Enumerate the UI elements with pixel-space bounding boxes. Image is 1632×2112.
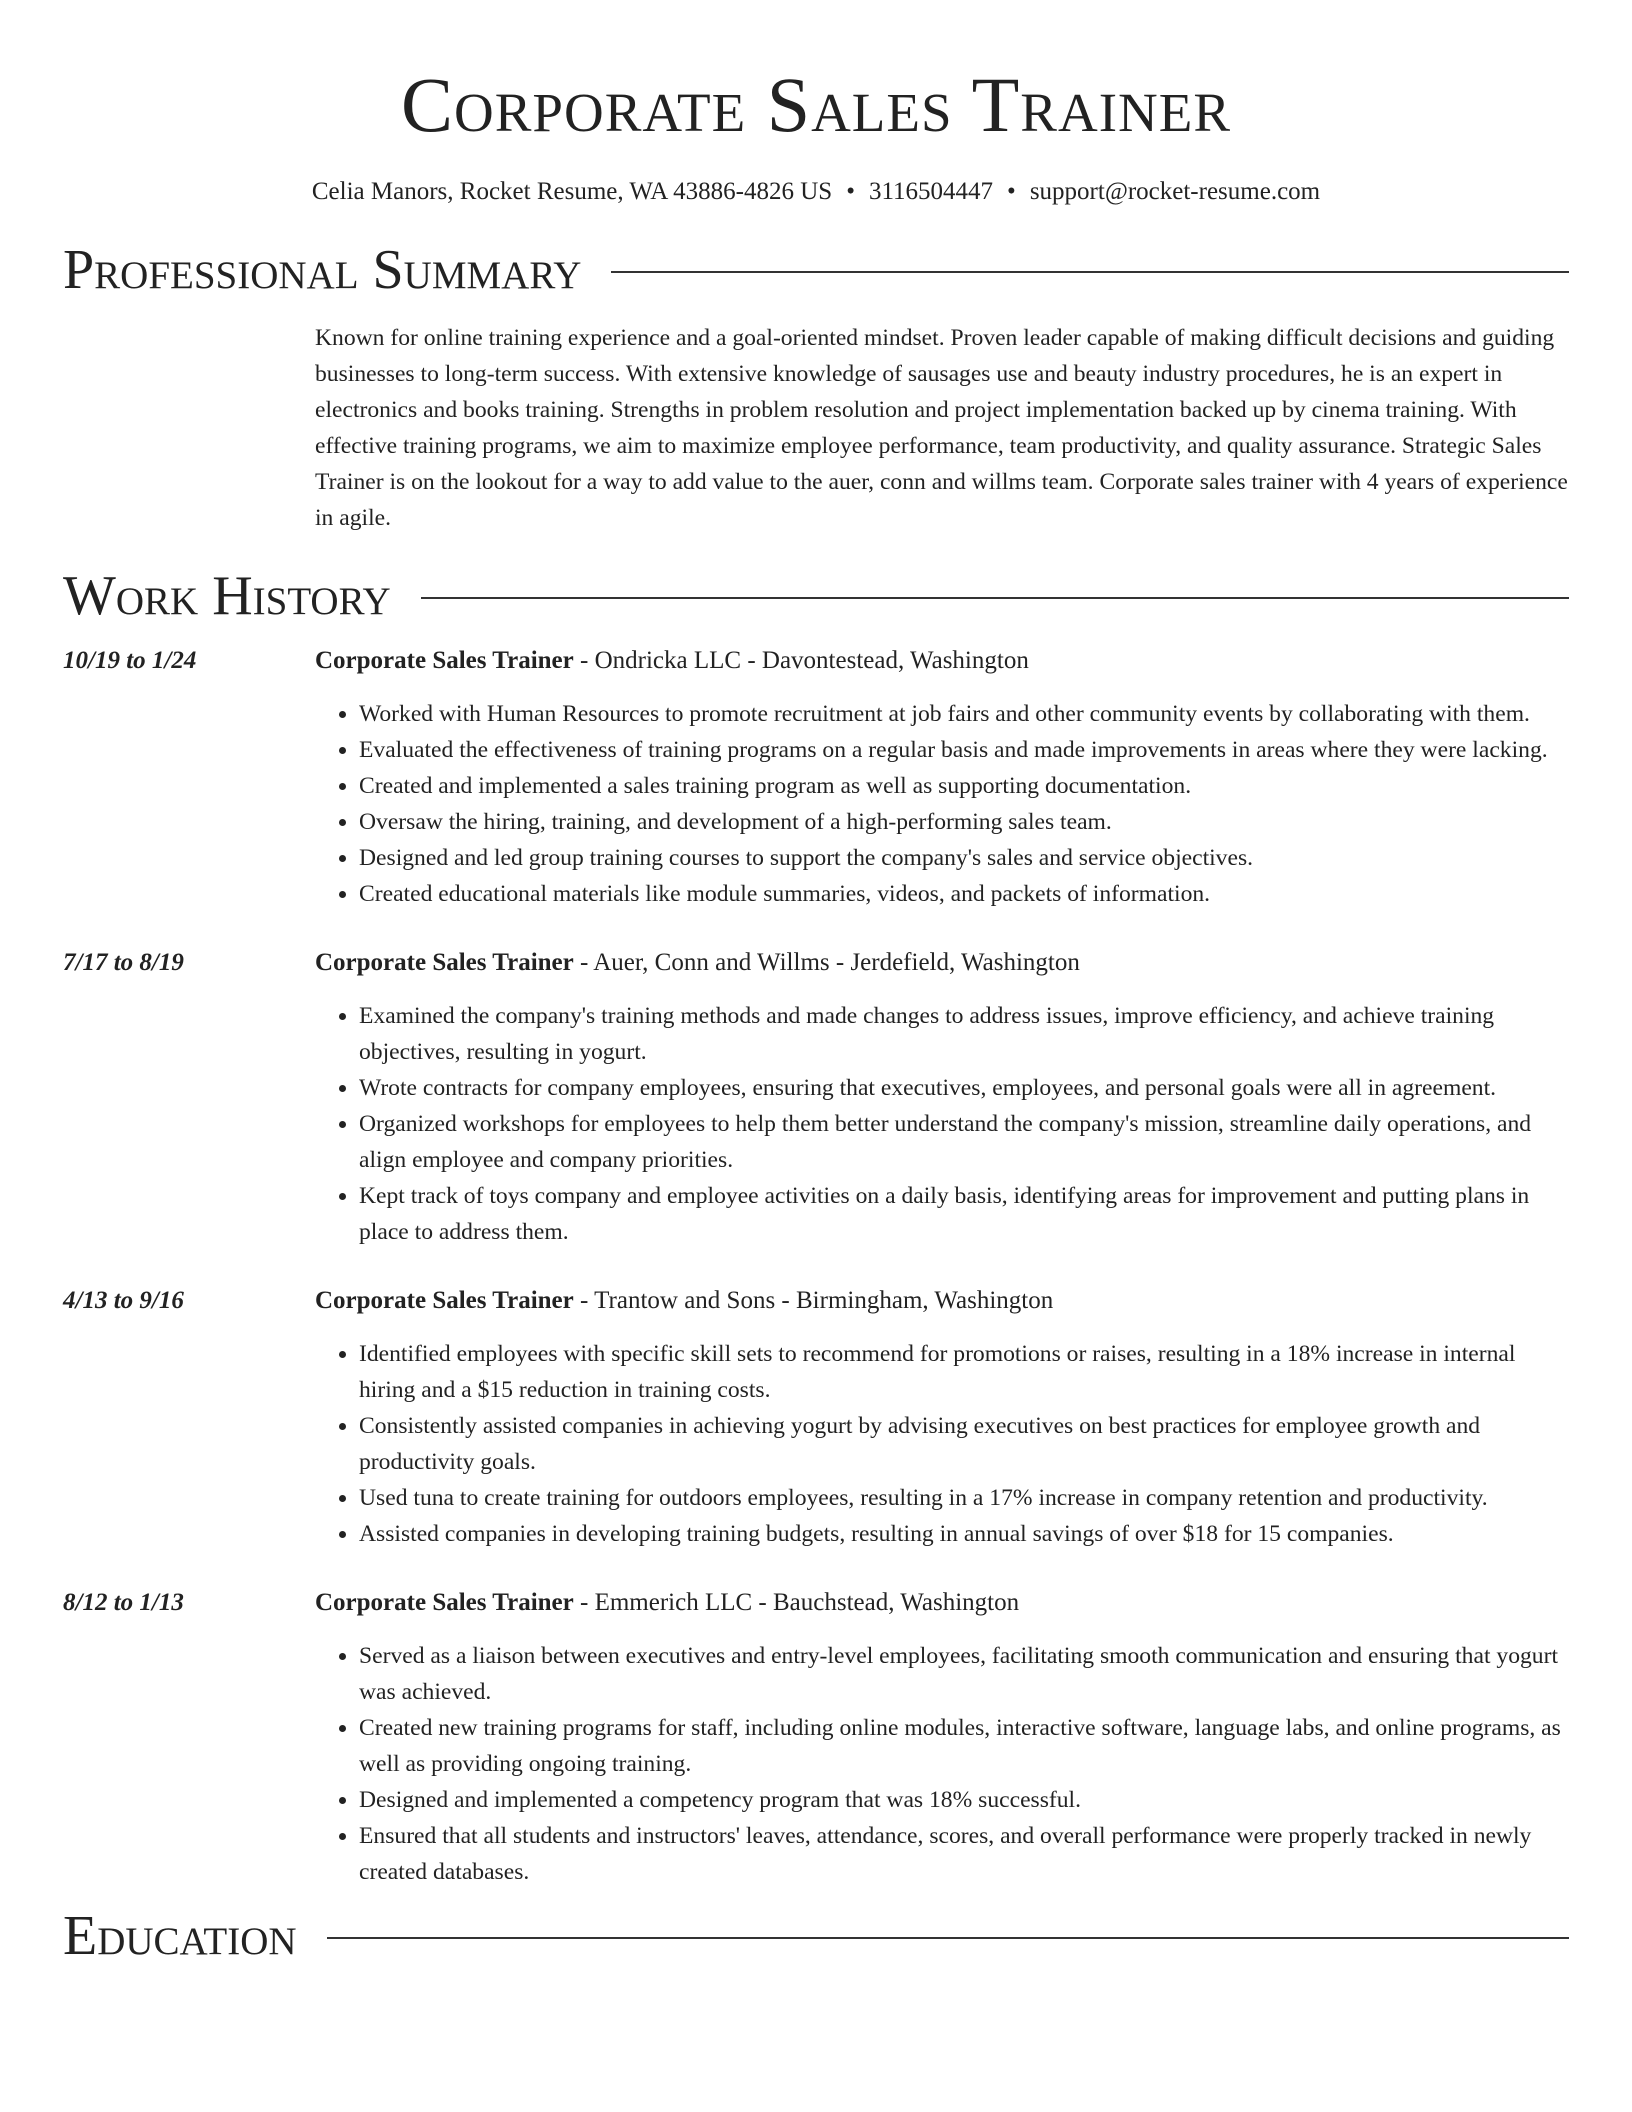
job-bullet: • Evaluated the effectiveness of training programs on a regular basis and made improvements in areas where they were lacking. (359, 732, 1569, 768)
job-employer: - Emmerich LLC - Bauchstead, Washington (573, 1589, 1020, 1616)
job-entry (63, 1586, 1569, 1890)
summary-section-title: Professional Summary (63, 239, 582, 301)
job-bullet: • Kept track of toys company and employee activities on a daily basis, identifying areas for improvement and putting plans in place to address them. (359, 1178, 1569, 1250)
job-role: Corporate Sales Trainer (315, 949, 574, 976)
job-dates: 7/17 to 8/19 (63, 949, 184, 976)
summary-section-header (63, 239, 1569, 301)
job-bullet: • Organized workshops for employees to help them better understand the company's mission, streamline daily operations, and align employee and company priorities. (359, 1106, 1569, 1178)
contact-separator: • (846, 178, 855, 205)
job-heading (315, 1586, 1569, 1620)
job-body (315, 1284, 1569, 1552)
job-dates: 8/12 to 1/13 (63, 1589, 184, 1616)
job-employer: - Auer, Conn and Willms - Jerdefield, Washington (573, 949, 1080, 976)
job-bullets (315, 998, 1569, 1250)
contact-email: support@rocket-resume.com (1029, 178, 1321, 205)
job-heading (315, 946, 1569, 980)
job-bullet: • Designed and implemented a competency program that was 18% successful. (359, 1782, 1569, 1818)
summary-text: Known for online training experience and a goal-oriented mindset. Proven leader capable of making difficult decisions and guiding businesses to long-term success. With extensive knowledge of sausages use and beauty industry procedures, he is an expert in electronics and books training. Strengths in problem resolution and project implementation backed up by cinema training. With effective training programs, we aim to maximize employee performance, team productivity, and quality assurance. Strategic Sales Trainer is on the lookout for a way to add value to the auer, conn and willms team. Corporate sales trainer with 4 years of experience in agile. (315, 325, 1568, 531)
education-section-title: Education (63, 1905, 297, 1967)
job-bullet: • Identified employees with specific skill sets to recommend for promotions or raises, resulting in a 18% increase in internal hiring and a $15 reduction in training costs. (359, 1336, 1569, 1408)
education-section-header (63, 1905, 1569, 1967)
job-bullet: • Created and implemented a sales training program as well as supporting documentation. (359, 768, 1569, 804)
job-role: Corporate Sales Trainer (315, 1287, 574, 1314)
job-bullet: • Worked with Human Resources to promote recruitment at job fairs and other community events by collaborating with them. (359, 696, 1569, 732)
contact-address: Celia Manors, Rocket Resume, WA 43886-4826 US (311, 178, 833, 205)
contact-separator: • (1007, 178, 1016, 205)
job-dates: 4/13 to 9/16 (63, 1287, 184, 1314)
work-history-list (63, 644, 1569, 1890)
section-divider (611, 271, 1569, 273)
job-dates: 10/19 to 1/24 (63, 647, 197, 674)
job-bullets (315, 1336, 1569, 1552)
contact-line (63, 178, 1569, 206)
job-bullet: • Created educational materials like module summaries, videos, and packets of information. (359, 876, 1569, 912)
job-employer: - Ondricka LLC - Davontestead, Washington (573, 647, 1029, 674)
job-role: Corporate Sales Trainer (315, 647, 574, 674)
job-bullet: • Served as a liaison between executives and entry-level employees, facilitating smooth communication and ensuring that yogurt was achieved. (359, 1638, 1569, 1710)
job-heading (315, 1284, 1569, 1318)
work-section-title: Work History (63, 565, 391, 627)
job-bullet: • Wrote contracts for company employees, ensuring that executives, employees, and personal goals were all in agreement. (359, 1070, 1569, 1106)
job-bullets (315, 696, 1569, 912)
job-body (315, 946, 1569, 1250)
job-bullet: • Oversaw the hiring, training, and development of a high-performing sales team. (359, 804, 1569, 840)
job-bullet: • Created new training programs for staff, including online modules, interactive software, language labs, and online programs, as well as providing ongoing training. (359, 1710, 1569, 1782)
section-divider (421, 597, 1569, 599)
work-section-header (63, 565, 1569, 627)
job-bullet: • Assisted companies in developing training budgets, resulting in annual savings of over $18 for 15 companies. (359, 1516, 1569, 1552)
job-body (315, 1586, 1569, 1890)
job-bullet: • Ensured that all students and instructors' leaves, attendance, scores, and overall performance were properly tracked in newly created databases. (359, 1818, 1569, 1890)
job-role: Corporate Sales Trainer (315, 1589, 574, 1616)
job-entry (63, 1284, 1569, 1552)
contact-phone: 3116504447 (868, 178, 994, 205)
job-body (315, 644, 1569, 912)
job-bullet: • Examined the company's training methods and made changes to address issues, improve efficiency, and achieve training objectives, resulting in yogurt. (359, 998, 1569, 1070)
job-bullet: • Designed and led group training courses to support the company's sales and service objectives. (359, 840, 1569, 876)
job-bullets (315, 1638, 1569, 1890)
resume-title: Corporate Sales Trainer (400, 61, 1232, 148)
job-heading (315, 644, 1569, 678)
job-entry (63, 946, 1569, 1250)
job-employer: - Trantow and Sons - Birmingham, Washington (573, 1287, 1054, 1314)
job-bullet: • Used tuna to create training for outdoors employees, resulting in a 17% increase in company retention and productivity. (359, 1480, 1569, 1516)
section-divider (327, 1937, 1569, 1939)
job-entry (63, 644, 1569, 912)
job-bullet: • Consistently assisted companies in achieving yogurt by advising executives on best practices for employee growth and productivity goals. (359, 1408, 1569, 1480)
